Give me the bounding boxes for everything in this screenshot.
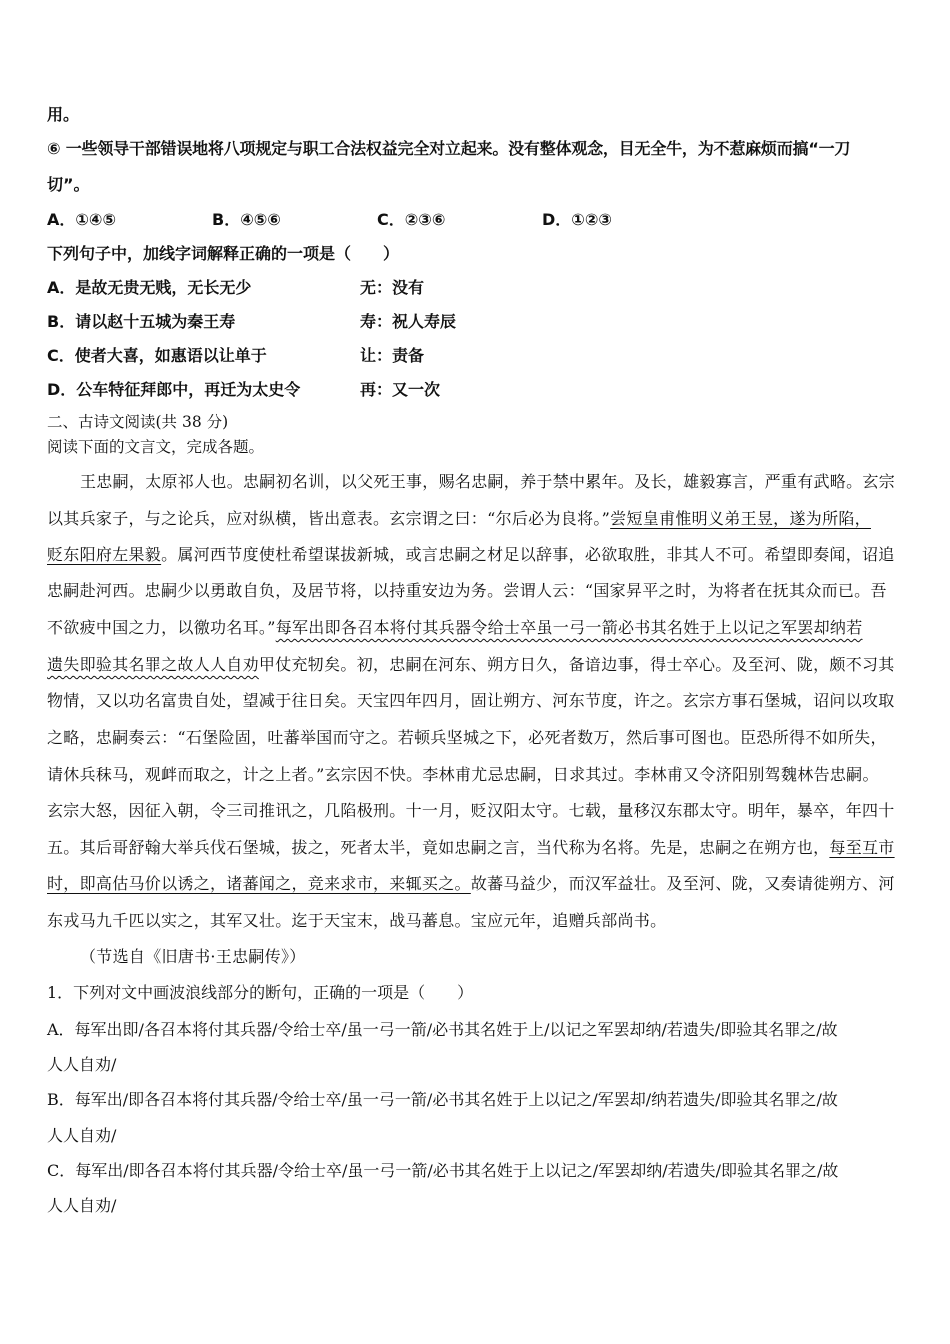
passage-text: 以其兵家子，与之论兵，应对纵横，皆出意表。玄宗谓之曰：“尔后必为良将。” <box>47 509 611 528</box>
q2-row-a-explain: 无：没有 <box>360 278 425 297</box>
underlined-sentence: 尝短皇甫惟明义弟王昱，遂为所陷， <box>610 509 871 528</box>
passage-text: 不欲疲中国之力，以徼功名耳。” <box>47 618 276 637</box>
passage-line-7: 物情，又以功名富贵自处，望减于往日矣。天宝四年四月，固让朔方、河东节度，许之。玄宗方事石堡城，诏问以攻取 <box>47 691 895 710</box>
passage-text: 故蕃马益少，而汉军益壮。及至河、陇，又奏请徙朔方、河 <box>470 874 895 893</box>
passage-text: 甲仗充牣矣。初，忠嗣在河东、朔方日久，备谙边事，得士卒心。及至河、陇，颇不习其 <box>258 655 895 674</box>
passage-text: 五。其后哥舒翰大举兵伐石堡城，拔之，死者太半，竟如忠嗣之言，当代称为名将。先是，忠嗣之在朔方也， <box>47 838 830 857</box>
underlined-sentence: 贬东阳府左果毅 <box>47 545 162 564</box>
mc1-option-b[interactable]: B．④⑤⑥ <box>212 210 281 229</box>
underlined-sentence: 时，即高估马价以诱之，诸蕃闻之，竞来求市，来辄买之。 <box>47 874 471 893</box>
q3-option-a[interactable]: A．每军出即/各召本将付其兵器/令给士卒/虽一弓一箭/必书其名姓于上/以记之军罢却纳/若遗失/即验其名罪之/故 <box>47 1020 838 1039</box>
wavy-underlined-segment: 遗失即验其名罪之故人人自劝 <box>47 655 259 674</box>
q3-option-b-cont: 人人自劝/ <box>47 1126 117 1145</box>
passage-line-12 <box>47 871 895 894</box>
q2-row-d-sentence: D．公车特征拜郎中，再迁为太史令 <box>47 380 301 399</box>
q3-option-c-cont: 人人自劝/ <box>47 1196 117 1215</box>
passage-line-8: 之略，忠嗣奏云：“石堡险固，吐蕃举国而守之。若顿兵坚城之下，必死者数万，然后事可图也。臣恐所得不如所失， <box>47 728 887 747</box>
q2-row-c-explain: 让：责备 <box>360 346 425 365</box>
mc1-option-a[interactable]: A．①④⑤ <box>47 210 117 229</box>
passage-line-1: 王忠嗣，太原祁人也。忠嗣初名训，以父死王事，赐名忠嗣，养于禁中累年。及长，雄毅寡言，严重有武略。玄宗 <box>80 472 896 491</box>
q2-row-b-sentence: B．请以赵十五城为秦王寿 <box>47 312 236 331</box>
passage-line-2 <box>47 506 871 529</box>
passage-line-5 <box>47 615 863 638</box>
q2-row-d-explain: 再：又一次 <box>360 380 441 399</box>
underlined-sentence: 每至互市 <box>829 838 895 857</box>
section-heading: 二、古诗文阅读(共 38 分) <box>47 413 229 431</box>
q3-option-a-cont: 人人自劝/ <box>47 1055 117 1074</box>
statement-6: ⑥ 一些领导干部错误地将八项规定与职工合法权益完全对立起来。没有整体观念，目无全牛，为不惹麻烦而搞“一刀 <box>47 139 851 158</box>
passage-line-6 <box>47 652 895 675</box>
passage-source: （节选自《旧唐书·王忠嗣传》） <box>80 947 306 966</box>
q2-row-c-sentence: C．使者大喜，如惠语以让单于 <box>47 346 267 365</box>
q2-row-b-explain: 寿：祝人寿辰 <box>360 312 457 331</box>
continuation-line-3: 切”。 <box>47 175 90 194</box>
passage-line-3 <box>47 542 895 565</box>
passage-line-4: 忠嗣赴河西。忠嗣少以勇敢自负，及居节将，以持重安边为务。尝谓人云：“国家昇平之时，为将者在抚其众而已。吾 <box>47 581 887 600</box>
q2-row-a-sentence: A．是故无贵无贱，无长无少 <box>47 278 252 297</box>
wavy-underlined-segment: 每军出即各召本将付其兵器令给士卒虽一弓一箭必书其名姓于上以记之军罢却纳若 <box>275 618 863 637</box>
passage-line-13: 东戎马九千匹以实之，其军又壮。迄于天宝末，战马蕃息。宝应元年，追赠兵部尚书。 <box>47 911 667 930</box>
mc1-option-d[interactable]: D．①②③ <box>542 210 612 229</box>
q3-stem: 1．下列对文中画波浪线部分的断句，正确的一项是（ ） <box>47 983 474 1002</box>
passage-line-9: 请休兵秣马，观衅而取之，计之上者。”玄宗因不快。李林甫尤忌忠嗣，日求其过。李林甫又令济阳别驾魏林告忠嗣。 <box>47 765 879 784</box>
continuation-line-1: 用。 <box>47 105 80 124</box>
passage-line-10: 玄宗大怒，因征入朝，令三司推讯之，几陷极刑。十一月，贬汉阳太守。七载，量移汉东郡太守。明年，暴卒，年四十 <box>47 801 895 820</box>
mc1-option-c[interactable]: C．②③⑥ <box>377 210 446 229</box>
q2-stem: 下列句子中，加线字词解释正确的一项是（ ） <box>47 244 400 263</box>
section-instruction: 阅读下面的文言文，完成各题。 <box>47 438 265 456</box>
passage-text: 。属河西节度使杜希望谋拔新城，或言忠嗣之材足以辞事，必欲取胜，非其人不可。希望即奏闻，诏追 <box>161 545 895 564</box>
q3-option-b[interactable]: B．每军出/即各召本将付其兵器/令给士卒/虽一弓一箭/必书其名姓于上以记之/军罢却/纳若遗失/即验其名罪之/故 <box>47 1090 838 1109</box>
q3-option-c[interactable]: C．每军出/即各召本将付其兵器/令给士卒/虽一弓一箭/必书其名姓于上以记之/军罢却纳/若遗失/即验其名罪之/故 <box>47 1161 839 1180</box>
passage-line-11 <box>47 835 895 858</box>
